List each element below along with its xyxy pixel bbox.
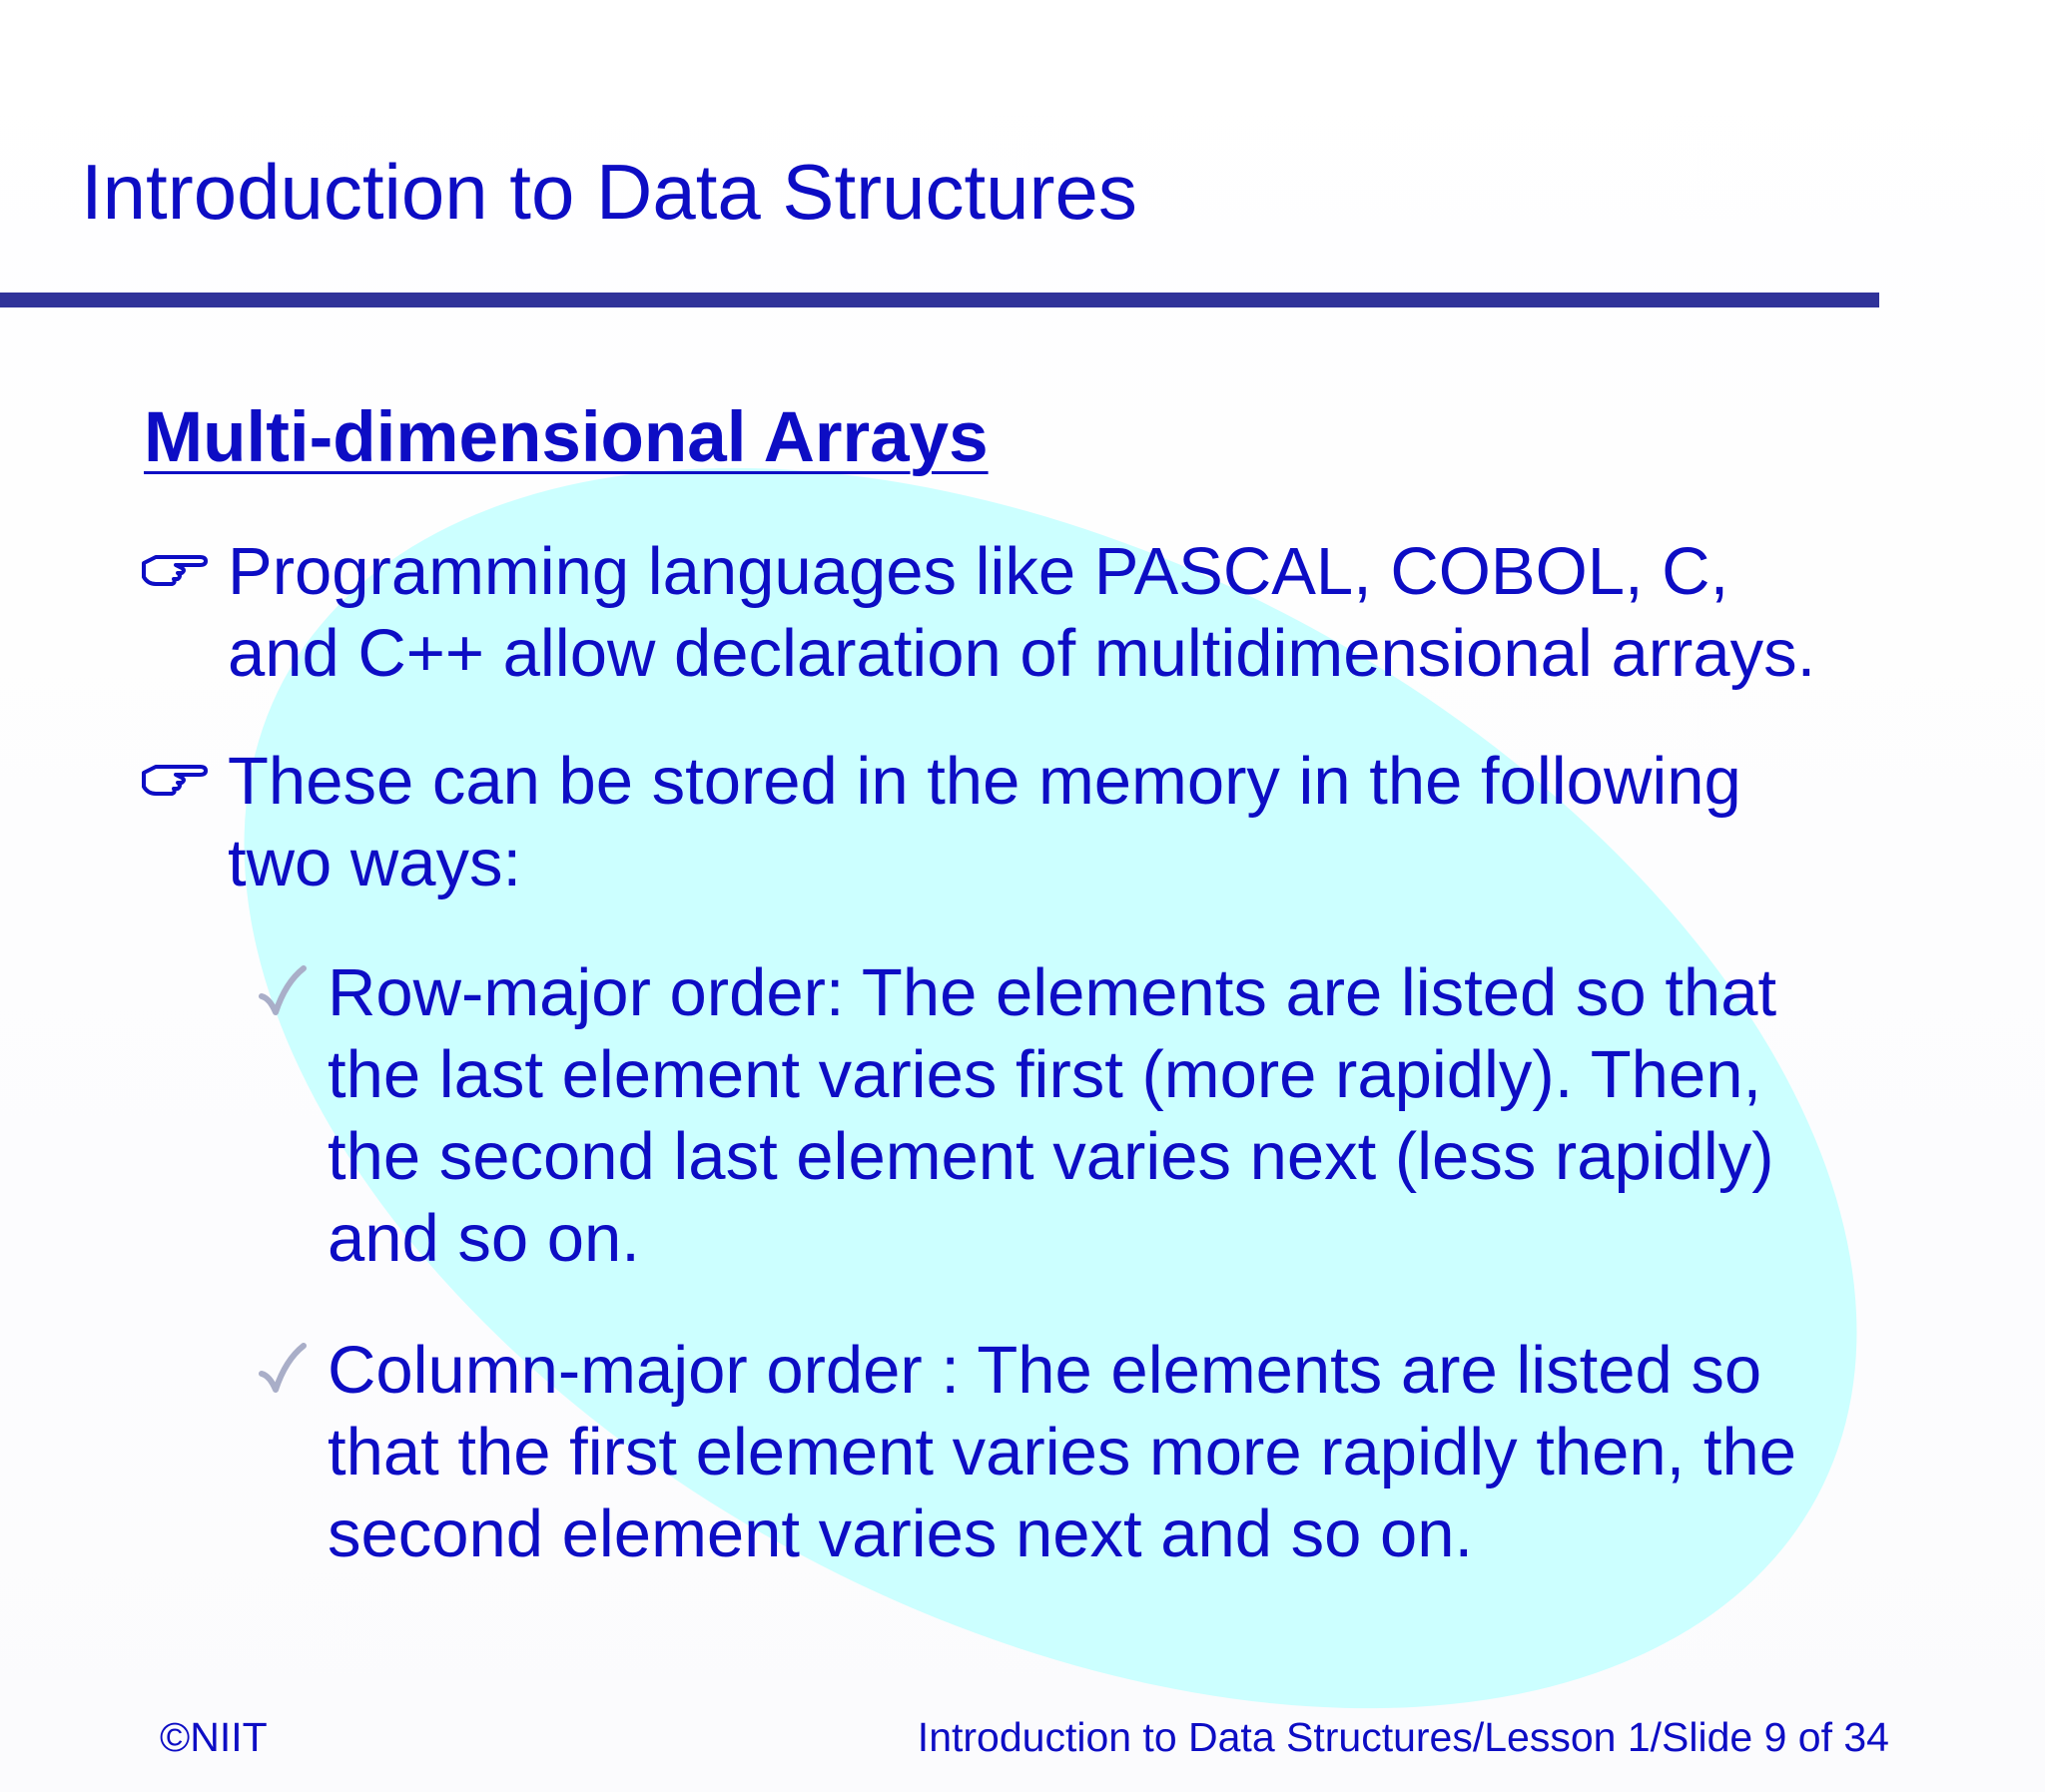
sub-bullet-line: and so on. — [328, 1201, 640, 1276]
bullet-line: These can be stored in the memory in the following — [228, 744, 1741, 819]
checkmark-icon — [258, 964, 308, 1018]
pointing-hand-icon — [142, 549, 208, 589]
sub-bullet-line: second element varies next and so on. — [328, 1496, 1474, 1571]
copyright-footer: ©NIIT — [160, 1714, 268, 1760]
sub-bullet-line: the last element varies first (more rapidly). Then, — [328, 1037, 1762, 1112]
pointing-hand-icon — [142, 759, 208, 799]
sub-bullet-line: the second last element varies next (less rapidly) — [328, 1119, 1774, 1194]
slide-number-footer: Introduction to Data Structures/Lesson 1/Slide 9 of 34 — [917, 1714, 1889, 1760]
title-divider — [0, 293, 1879, 307]
bullet-line: Programming languages like PASCAL, COBOL, C, — [228, 534, 1729, 609]
sub-bullet-line: Row-major order: The elements are listed so that — [328, 955, 1777, 1030]
bullet-item — [228, 741, 1825, 904]
section-heading: Multi-dimensional Arrays — [144, 398, 989, 477]
bullet-item — [228, 531, 1905, 695]
sub-bullet-line: Column-major order : The elements are listed so — [328, 1333, 1762, 1408]
sub-bullet-item — [328, 952, 1885, 1280]
sub-bullet-line: that the first element varies more rapidly then, the — [328, 1415, 1796, 1490]
checkmark-icon — [258, 1342, 308, 1396]
bullet-line: two ways: — [228, 826, 522, 900]
sub-bullet-item — [328, 1330, 1885, 1575]
slide-title: Introduction to Data Structures — [81, 148, 1137, 236]
bullet-line: and C++ allow declaration of multidimensional arrays. — [228, 616, 1816, 691]
